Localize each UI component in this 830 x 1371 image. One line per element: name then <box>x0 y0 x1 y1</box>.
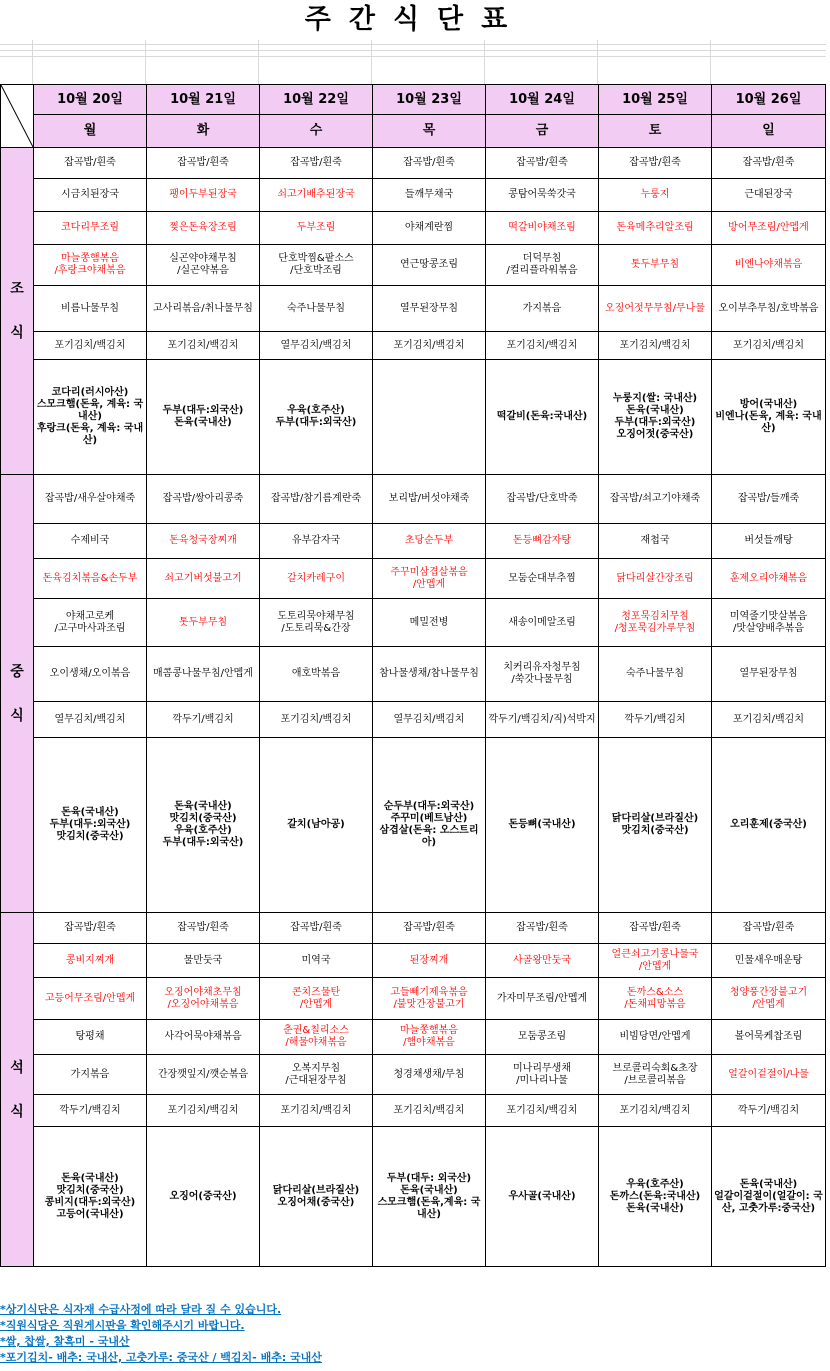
menu-item: 참나물생채/참나물무침 <box>373 647 486 702</box>
menu-item: 잡곡밥/흰죽 <box>147 148 260 179</box>
menu-item: 포기김치/백김치 <box>486 1095 599 1127</box>
menu-item: 잡곡밥/흰죽 <box>260 913 373 944</box>
menu-row <box>1 286 826 332</box>
menu-item: 고등어무조림/안멥게 <box>34 978 147 1020</box>
menu-item: 사골왕만둣국 <box>486 944 599 978</box>
menu-item: 가지볶음 <box>34 1055 147 1095</box>
menu-item: 유부감자국 <box>260 524 373 559</box>
date-header: 10월 21일 <box>147 85 260 115</box>
menu-row <box>1 524 826 559</box>
menu-row <box>1 475 826 524</box>
origin-info: 우육(호주산) 두부(대두:외국산) <box>260 360 373 475</box>
menu-item: 포기김치/백김치 <box>373 332 486 360</box>
origin-info: 갈치(남아공) <box>260 738 373 913</box>
menu-item: 초당순두부 <box>373 524 486 559</box>
weekly-menu-table <box>0 84 826 1267</box>
menu-item: 열무된장무침 <box>712 647 826 702</box>
menu-item: 돈육메추리알조림 <box>599 212 712 245</box>
menu-item: 잡곡밥/흰죽 <box>260 148 373 179</box>
weekday-header: 토 <box>599 115 712 148</box>
menu-item: 시금치된장국 <box>34 179 147 212</box>
menu-item: 열무김치/백김치 <box>260 332 373 360</box>
menu-item: 숙주나물무침 <box>260 286 373 332</box>
origin-info: 떡갈비(돈육:국내산) <box>486 360 599 475</box>
note-line: *쌀, 찹쌀, 찰흑미 - 국내산 <box>0 1335 130 1348</box>
menu-row <box>1 1095 826 1127</box>
origin-row <box>1 1127 826 1267</box>
menu-item: 미나리무생채 /미나리나물 <box>486 1055 599 1095</box>
origin-row <box>1 360 826 475</box>
menu-item: 오이생채/오이볶음 <box>34 647 147 702</box>
meal-label-text: 중 식 <box>10 663 24 724</box>
page-title: 주간식단표 <box>304 4 526 35</box>
origin-info: 우사골(국내산) <box>486 1127 599 1267</box>
menu-item: 포기김치/백김치 <box>34 332 147 360</box>
menu-item: 실곤약야채무침 /실곤약볶음 <box>147 245 260 286</box>
menu-item: 치커리유자청무침 /쑥갓나물무침 <box>486 647 599 702</box>
menu-item: 근대된장국 <box>712 179 826 212</box>
menu-item: 연근땅콩조림 <box>373 245 486 286</box>
menu-item: 열무된장무침 <box>373 286 486 332</box>
menu-item: 된장찌개 <box>373 944 486 978</box>
menu-item: 떡갈비야채조림 <box>486 212 599 245</box>
menu-item: 잡곡밥/흰죽 <box>599 148 712 179</box>
note-line: *직원식당은 직원게시판을 확인해주시기 바랍니다. <box>0 1319 245 1332</box>
menu-item: 잡곡밥/흰죽 <box>34 913 147 944</box>
meal-label <box>1 475 34 913</box>
menu-item: 콘치즈물탄 /안멥게 <box>260 978 373 1020</box>
menu-item: 잡곡밥/흰죽 <box>147 913 260 944</box>
weekday-header: 화 <box>147 115 260 148</box>
note-line: *상기식단은 식자재 수급사정에 따라 달라 질 수 있습니다. <box>0 1303 282 1316</box>
menu-item: 탕평채 <box>34 1020 147 1055</box>
menu-item: 수제비국 <box>34 524 147 559</box>
date-row <box>1 85 826 115</box>
origin-info <box>373 360 486 475</box>
weekday-header: 월 <box>34 115 147 148</box>
menu-item: 비엔나야채볶음 <box>712 245 826 286</box>
origin-info: 두부(대두:외국산) 돈육(국내산) <box>147 360 260 475</box>
menu-item: 잡곡밥/단호박죽 <box>486 475 599 524</box>
meal-label <box>1 148 34 475</box>
menu-item: 사각어묵야채볶음 <box>147 1020 260 1055</box>
weekday-header: 일 <box>712 115 826 148</box>
menu-item: 열무김치/백김치 <box>373 702 486 738</box>
meal-label-text: 석 식 <box>10 1059 24 1120</box>
menu-row <box>1 944 826 978</box>
menu-item: 콩비지찌개 <box>34 944 147 978</box>
menu-item: 매콤콩나물무침/안멥게 <box>147 647 260 702</box>
menu-item: 톳두부무침 <box>147 599 260 647</box>
origin-info: 누룽지(쌀: 국내산) 돈육(국내산) 두부(대두:외국산) 오징어젓(중국산) <box>599 360 712 475</box>
weekday-header: 금 <box>486 115 599 148</box>
date-header: 10월 26일 <box>712 85 826 115</box>
menu-item: 단호박찜&팥소스 /단호박조림 <box>260 245 373 286</box>
menu-item: 비빔당면/안멥게 <box>599 1020 712 1055</box>
origin-info: 돈육(국내산) 맛김치(중국산) 콩비지(대두:외국산) 고등어(국내산) <box>34 1127 147 1267</box>
menu-row <box>1 179 826 212</box>
menu-item: 마늘쫑햄볶음 /후랑크야채볶음 <box>34 245 147 286</box>
menu-item: 돈등뼈감자탕 <box>486 524 599 559</box>
weekday-row <box>1 115 826 148</box>
menu-row <box>1 978 826 1020</box>
menu-item: 포기김치/백김치 <box>599 1095 712 1127</box>
date-header: 10월 24일 <box>486 85 599 115</box>
menu-item: 포기김치/백김치 <box>599 332 712 360</box>
spreadsheet-gridlines <box>0 40 830 84</box>
menu-item: 더덕무침 /컬리플라워볶음 <box>486 245 599 286</box>
menu-item: 깍두기/백김치 <box>712 1095 826 1127</box>
menu-item: 방어무조림/안멥게 <box>712 212 826 245</box>
origin-info: 돈육(국내산) 얼갈이겉절이(얼갈이: 국산, 고춧가루:중국산) <box>712 1127 826 1267</box>
origin-info: 우육(호주산) 돈까스(돈육:국내산) 돈육(국내산) <box>599 1127 712 1267</box>
menu-item: 오징어야채초무침 /오징어야채볶음 <box>147 978 260 1020</box>
menu-item: 잡곡밥/쇠고기야채죽 <box>599 475 712 524</box>
menu-item: 쇠고기버섯불고기 <box>147 559 260 599</box>
origin-info: 두부(대두: 외국산) 돈육(국내산) 스모크햄(돈육,계육: 국내산) <box>373 1127 486 1267</box>
menu-item: 오이부추무침/호박볶음 <box>712 286 826 332</box>
menu-item: 돈까스&소스 /돈채피망볶음 <box>599 978 712 1020</box>
menu-item: 청경채생채/무침 <box>373 1055 486 1095</box>
menu-item: 갈치카레구이 <box>260 559 373 599</box>
menu-row <box>1 559 826 599</box>
menu-item: 포기김치/백김치 <box>147 1095 260 1127</box>
menu-item: 두부조림 <box>260 212 373 245</box>
origin-info: 코다리(러시아산) 스모크햄(돈육, 계육: 국내산) 후랑크(돈육, 계육: 국내산) <box>34 360 147 475</box>
menu-item: 포기김치/백김치 <box>260 702 373 738</box>
menu-item: 볼어묵케찹조림 <box>712 1020 826 1055</box>
menu-item: 잡곡밥/흰죽 <box>486 148 599 179</box>
menu-row <box>1 913 826 944</box>
menu-item: 잡곡밥/흰죽 <box>486 913 599 944</box>
meal-label <box>1 913 34 1267</box>
menu-item: 가지볶음 <box>486 286 599 332</box>
menu-item: 훈제오리야채볶음 <box>712 559 826 599</box>
menu-item: 고들빼기제육볶음 /불맛간장불고기 <box>373 978 486 1020</box>
menu-item: 코다리무조림 <box>34 212 147 245</box>
menu-item: 버섯들깨탕 <box>712 524 826 559</box>
menu-item: 팽이두부된장국 <box>147 179 260 212</box>
menu-item: 모둠콩조림 <box>486 1020 599 1055</box>
menu-item: 잡곡밥/흰죽 <box>373 148 486 179</box>
menu-row <box>1 148 826 179</box>
date-header: 10월 23일 <box>373 85 486 115</box>
date-header: 10월 25일 <box>599 85 712 115</box>
menu-row <box>1 599 826 647</box>
origin-info: 닭다리살(브라질산) 맛김치(중국산) <box>599 738 712 913</box>
menu-item: 재첩국 <box>599 524 712 559</box>
menu-item: 야채고로케 /고구마사과조림 <box>34 599 147 647</box>
menu-item: 보리밥/버섯야채죽 <box>373 475 486 524</box>
note-line: *포기김치- 배추: 국내산, 고춧가루: 중국산 / 백김치- 배추: 국내산 <box>0 1351 322 1364</box>
menu-row <box>1 212 826 245</box>
menu-item: 새송이메알조림 <box>486 599 599 647</box>
menu-item: 숙주나물무침 <box>599 647 712 702</box>
menu-item: 포기김치/백김치 <box>147 332 260 360</box>
menu-item: 포기김치/백김치 <box>712 702 826 738</box>
origin-info: 돈육(국내산) 두부(대두:외국산) 맛김치(중국산) <box>34 738 147 913</box>
menu-item: 미역줄기맛살볶음 /맛살양배추볶음 <box>712 599 826 647</box>
weekday-header: 목 <box>373 115 486 148</box>
menu-row <box>1 702 826 738</box>
menu-item: 들깨무채국 <box>373 179 486 212</box>
menu-item: 애호박볶음 <box>260 647 373 702</box>
menu-item: 깍두기/백김치 <box>34 1095 147 1127</box>
menu-item: 비름나물무침 <box>34 286 147 332</box>
menu-item: 돈육청국장찌개 <box>147 524 260 559</box>
menu-item: 청양풍간장불고기 /안멥게 <box>712 978 826 1020</box>
menu-item: 가자미무조림/안멥게 <box>486 978 599 1020</box>
menu-item: 쇠고기배추된장국 <box>260 179 373 212</box>
menu-item: 누룽지 <box>599 179 712 212</box>
menu-item: 닭다리살간장조림 <box>599 559 712 599</box>
menu-item: 잡곡밥/흰죽 <box>599 913 712 944</box>
origin-info: 방어(국내산) 비엔나(돈육, 계육: 국내산) <box>712 360 826 475</box>
weekday-header: 수 <box>260 115 373 148</box>
menu-row <box>1 245 826 286</box>
menu-item: 포기김치/백김치 <box>486 332 599 360</box>
menu-item: 춘권&칠리소스 /해물야채볶음 <box>260 1020 373 1055</box>
menu-item: 주꾸미삼겹살볶음 /안멥게 <box>373 559 486 599</box>
corner-cell <box>1 85 34 148</box>
menu-item: 깍두기/백김치 <box>147 702 260 738</box>
date-header: 10월 22일 <box>260 85 373 115</box>
menu-item: 잡곡밥/쌍아리콩죽 <box>147 475 260 524</box>
menu-item: 마늘쫑햄볶음 /햄야채볶음 <box>373 1020 486 1055</box>
menu-item: 찢은돈육장조림 <box>147 212 260 245</box>
menu-item: 미역국 <box>260 944 373 978</box>
origin-info: 오징어(중국산) <box>147 1127 260 1267</box>
menu-item: 오복지무침 /근대된장무침 <box>260 1055 373 1095</box>
menu-item: 청포묵김치무침 /청포묵김가루무침 <box>599 599 712 647</box>
menu-item: 잡곡밥/흰죽 <box>712 913 826 944</box>
menu-item: 물만둣국 <box>147 944 260 978</box>
menu-item: 잡곡밥/흰죽 <box>373 913 486 944</box>
menu-item: 깍두기/백김치 <box>599 702 712 738</box>
origin-info: 돈육(국내산) 맛김치(중국산) 우육(호주산) 두부(대두:외국산) <box>147 738 260 913</box>
origin-info: 닭다리살(브라질산) 오징어채(중국산) <box>260 1127 373 1267</box>
origin-info: 순두부(대두:외국산) 주꾸미(베트남산) 삼겹살(돈육: 오스트리아) <box>373 738 486 913</box>
menu-item: 간장깻잎지/깻순볶음 <box>147 1055 260 1095</box>
menu-item: 콩탐어묵쑥갓국 <box>486 179 599 212</box>
menu-item: 잡곡밥/참기름계란죽 <box>260 475 373 524</box>
menu-item: 야채계란찜 <box>373 212 486 245</box>
menu-item: 고사리볶음/취나물무침 <box>147 286 260 332</box>
menu-item: 포기김치/백김치 <box>373 1095 486 1127</box>
menu-item: 잡곡밥/흰죽 <box>34 148 147 179</box>
menu-item: 브로콜리숙회&초장 /브로콜리볶음 <box>599 1055 712 1095</box>
menu-item: 도토리묵야채무침 /도토리묵&간장 <box>260 599 373 647</box>
menu-item: 톳두부무침 <box>599 245 712 286</box>
menu-item: 얼큰쇠고기콩나물국 /안멥게 <box>599 944 712 978</box>
menu-row <box>1 1055 826 1095</box>
menu-row <box>1 647 826 702</box>
menu-item: 잡곡밥/흰죽 <box>712 148 826 179</box>
menu-item: 깍두기/백김치/직)석박지 <box>486 702 599 738</box>
menu-item: 잡곡밥/새우살야채죽 <box>34 475 147 524</box>
menu-item: 포기김치/백김치 <box>712 332 826 360</box>
origin-info: 돈등뼈(국내산) <box>486 738 599 913</box>
menu-item: 메밀전병 <box>373 599 486 647</box>
origin-row <box>1 738 826 913</box>
meal-label-text: 조 식 <box>10 281 24 341</box>
menu-item: 포기김치/백김치 <box>260 1095 373 1127</box>
origin-info: 오리훈제(중국산) <box>712 738 826 913</box>
menu-item: 오징어젓무무침/무나물 <box>599 286 712 332</box>
menu-row <box>1 332 826 360</box>
notes <box>0 1302 830 1366</box>
menu-item: 잡곡밥/들깨죽 <box>712 475 826 524</box>
menu-item: 모둠순대부추찜 <box>486 559 599 599</box>
menu-item: 민물새우매운탕 <box>712 944 826 978</box>
menu-item: 돈육김치볶음&손두부 <box>34 559 147 599</box>
date-header: 10월 20일 <box>34 85 147 115</box>
menu-item: 열무김치/백김치 <box>34 702 147 738</box>
menu-row <box>1 1020 826 1055</box>
menu-item: 얼갈이겉절이/나물 <box>712 1055 826 1095</box>
